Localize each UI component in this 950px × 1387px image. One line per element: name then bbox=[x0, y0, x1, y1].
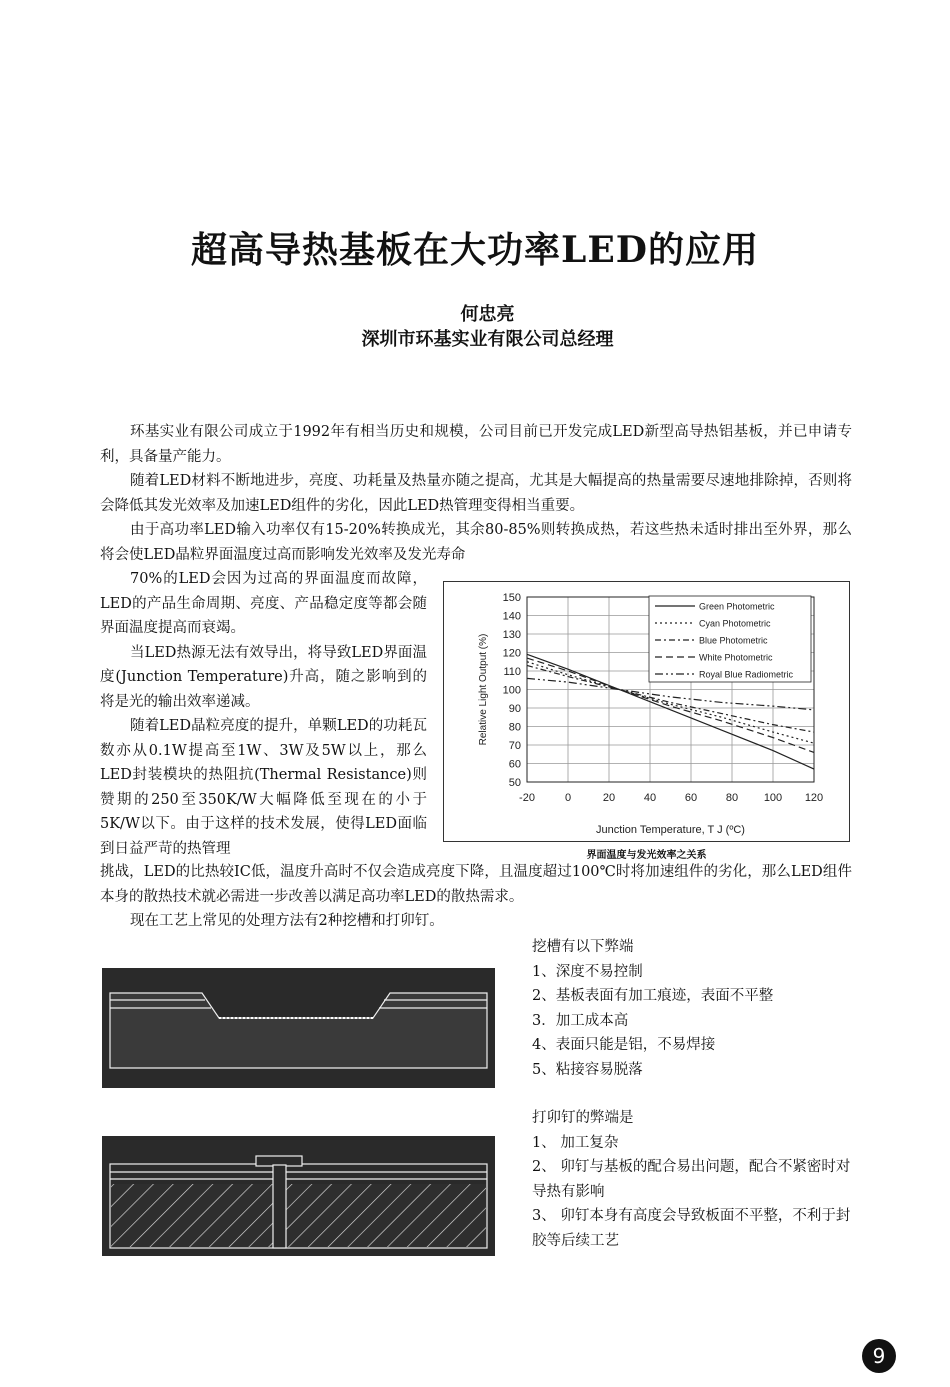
y-tick-label: 70 bbox=[508, 740, 521, 752]
light-output-chart bbox=[444, 582, 849, 841]
paragraph: 由于高功率LED输入功率仅有15-20%转换成光，其余80-85%则转换成热，若这些热未适时排出至外界，那么将会使LED晶粒界面温度过高而影响发光效率及发光寿命 bbox=[100, 522, 852, 563]
legend-label: Green Photometric bbox=[699, 601, 775, 612]
y-tick-label: 100 bbox=[502, 684, 521, 697]
y-tick-label: 130 bbox=[502, 629, 521, 641]
list-item: 5、粘接容易脱落 bbox=[532, 1061, 643, 1078]
list-item: 1、 加工复杂 bbox=[532, 1134, 619, 1151]
x-axis-label: Junction Temperature, T J (ºC) bbox=[596, 824, 745, 836]
x-tick-label: 80 bbox=[725, 792, 739, 804]
list-item: 2、 卯钉与基板的配合易出问题，配合不紧密时对导热有影响 bbox=[532, 1159, 851, 1200]
y-tick-label: 90 bbox=[508, 703, 521, 715]
paragraph: 随着LED材料不断地进步，亮度、功耗量及热量亦随之提高，尤其是大幅提高的热量需要尽速地排除掉，否则将会降低其发光效率及加速LED组件的劣化，因此LED热管理变得相当重要。 bbox=[100, 473, 852, 514]
x-tick-label: 0 bbox=[564, 792, 572, 804]
paragraph: 挑战，LED的比热较IC低，温度升高时不仅会造成亮度下降，且温度超过100℃时将加速组件的劣化，那么LED组件本身的散热技术就必需进一步改善以满足高功率LED的散热需求。 bbox=[100, 864, 852, 905]
legend-label: Blue Photometric bbox=[699, 635, 768, 646]
article-title: 超高导热基板在大功率LED的应用 bbox=[191, 229, 759, 271]
x-tick-label: -20 bbox=[519, 792, 535, 804]
y-tick-label: 150 bbox=[502, 592, 521, 604]
x-tick-label: 60 bbox=[684, 792, 698, 804]
intro-paragraphs bbox=[100, 420, 852, 567]
y-tick-label: 140 bbox=[502, 610, 521, 623]
continued-paragraphs bbox=[100, 860, 852, 934]
chart-frame bbox=[443, 581, 850, 842]
list-item: 4、表面只能是铝，不易焊接 bbox=[532, 1037, 716, 1053]
author-affiliation: 深圳市环基实业有限公司总经理 bbox=[361, 329, 614, 350]
x-tick-label: 120 bbox=[804, 792, 824, 804]
y-tick-label: 50 bbox=[508, 777, 521, 789]
x-tick-label: 40 bbox=[643, 792, 657, 804]
list-heading: 挖槽有以下弊端 bbox=[532, 939, 634, 955]
paragraph: 当LED热源无法有效导出，将导致LED界面温度(Junction Temperature)升高，随之影响到的将是光的输出效率递减。 bbox=[100, 644, 427, 710]
series-line bbox=[527, 678, 814, 709]
rivet-cross-section-diagram bbox=[102, 1136, 495, 1256]
legend-label: Cyan Photometric bbox=[699, 618, 771, 629]
groove-cross-section-diagram bbox=[102, 968, 495, 1088]
list-item: 1、深度不易控制 bbox=[532, 963, 643, 980]
paragraph: 随着LED晶粒亮度的提升，单颗LED的功耗瓦数亦从0.1W提高至1W、3W及5W以上，那么LED封装模块的热阻抗(Thermal Resistance)则赞期的250至350K/W大幅降低至现在的小于5K/W以下。由于这样的技术发展，使得LED面临到日益严苛的热管理 bbox=[100, 718, 427, 857]
list-item: 2、基板表面有加工痕迹，表面不平整 bbox=[532, 988, 774, 1004]
legend-label: Royal Blue Radiometric bbox=[699, 669, 794, 680]
column-paragraphs bbox=[100, 567, 427, 861]
paragraph: 70%的LED会因为过高的界面温度而故障，LED的产品生命周期、亮度、产品稳定度等都会随界面温度提高而衰竭。 bbox=[100, 571, 427, 636]
legend-label: White Photometric bbox=[699, 652, 773, 663]
rivet-drawbacks-list bbox=[532, 1106, 852, 1253]
y-tick-label: 80 bbox=[508, 721, 521, 734]
y-tick-label: 120 bbox=[502, 647, 521, 660]
list-item: 3、 卯钉本身有高度会导致板面不平整，不利于封胶等后续工艺 bbox=[532, 1208, 851, 1249]
list-heading: 打卯钉的弊端是 bbox=[532, 1110, 634, 1126]
y-axis-label: Relative Light Output (%) bbox=[478, 633, 489, 746]
y-tick-label: 60 bbox=[508, 758, 521, 771]
x-tick-label: 100 bbox=[763, 792, 783, 804]
author-name: 何忠亮 bbox=[460, 304, 515, 325]
list-item: 3．加工成本高 bbox=[532, 1012, 629, 1029]
page-number: 9 bbox=[862, 1339, 896, 1373]
x-tick-label: 20 bbox=[602, 792, 616, 804]
groove-drawbacks-list bbox=[532, 935, 852, 1082]
paragraph: 环基实业有限公司成立于1992年有相当历史和规模，公司目前已开发完成LED新型高导热铝基板，并已申请专利，具备量产能力。 bbox=[100, 424, 852, 465]
y-tick-label: 110 bbox=[503, 666, 521, 678]
chart-caption: 界面温度与发光效率之关系 bbox=[586, 850, 707, 861]
paragraph: 现在工艺上常见的处理方法有2种挖槽和打卯钉。 bbox=[130, 913, 444, 929]
